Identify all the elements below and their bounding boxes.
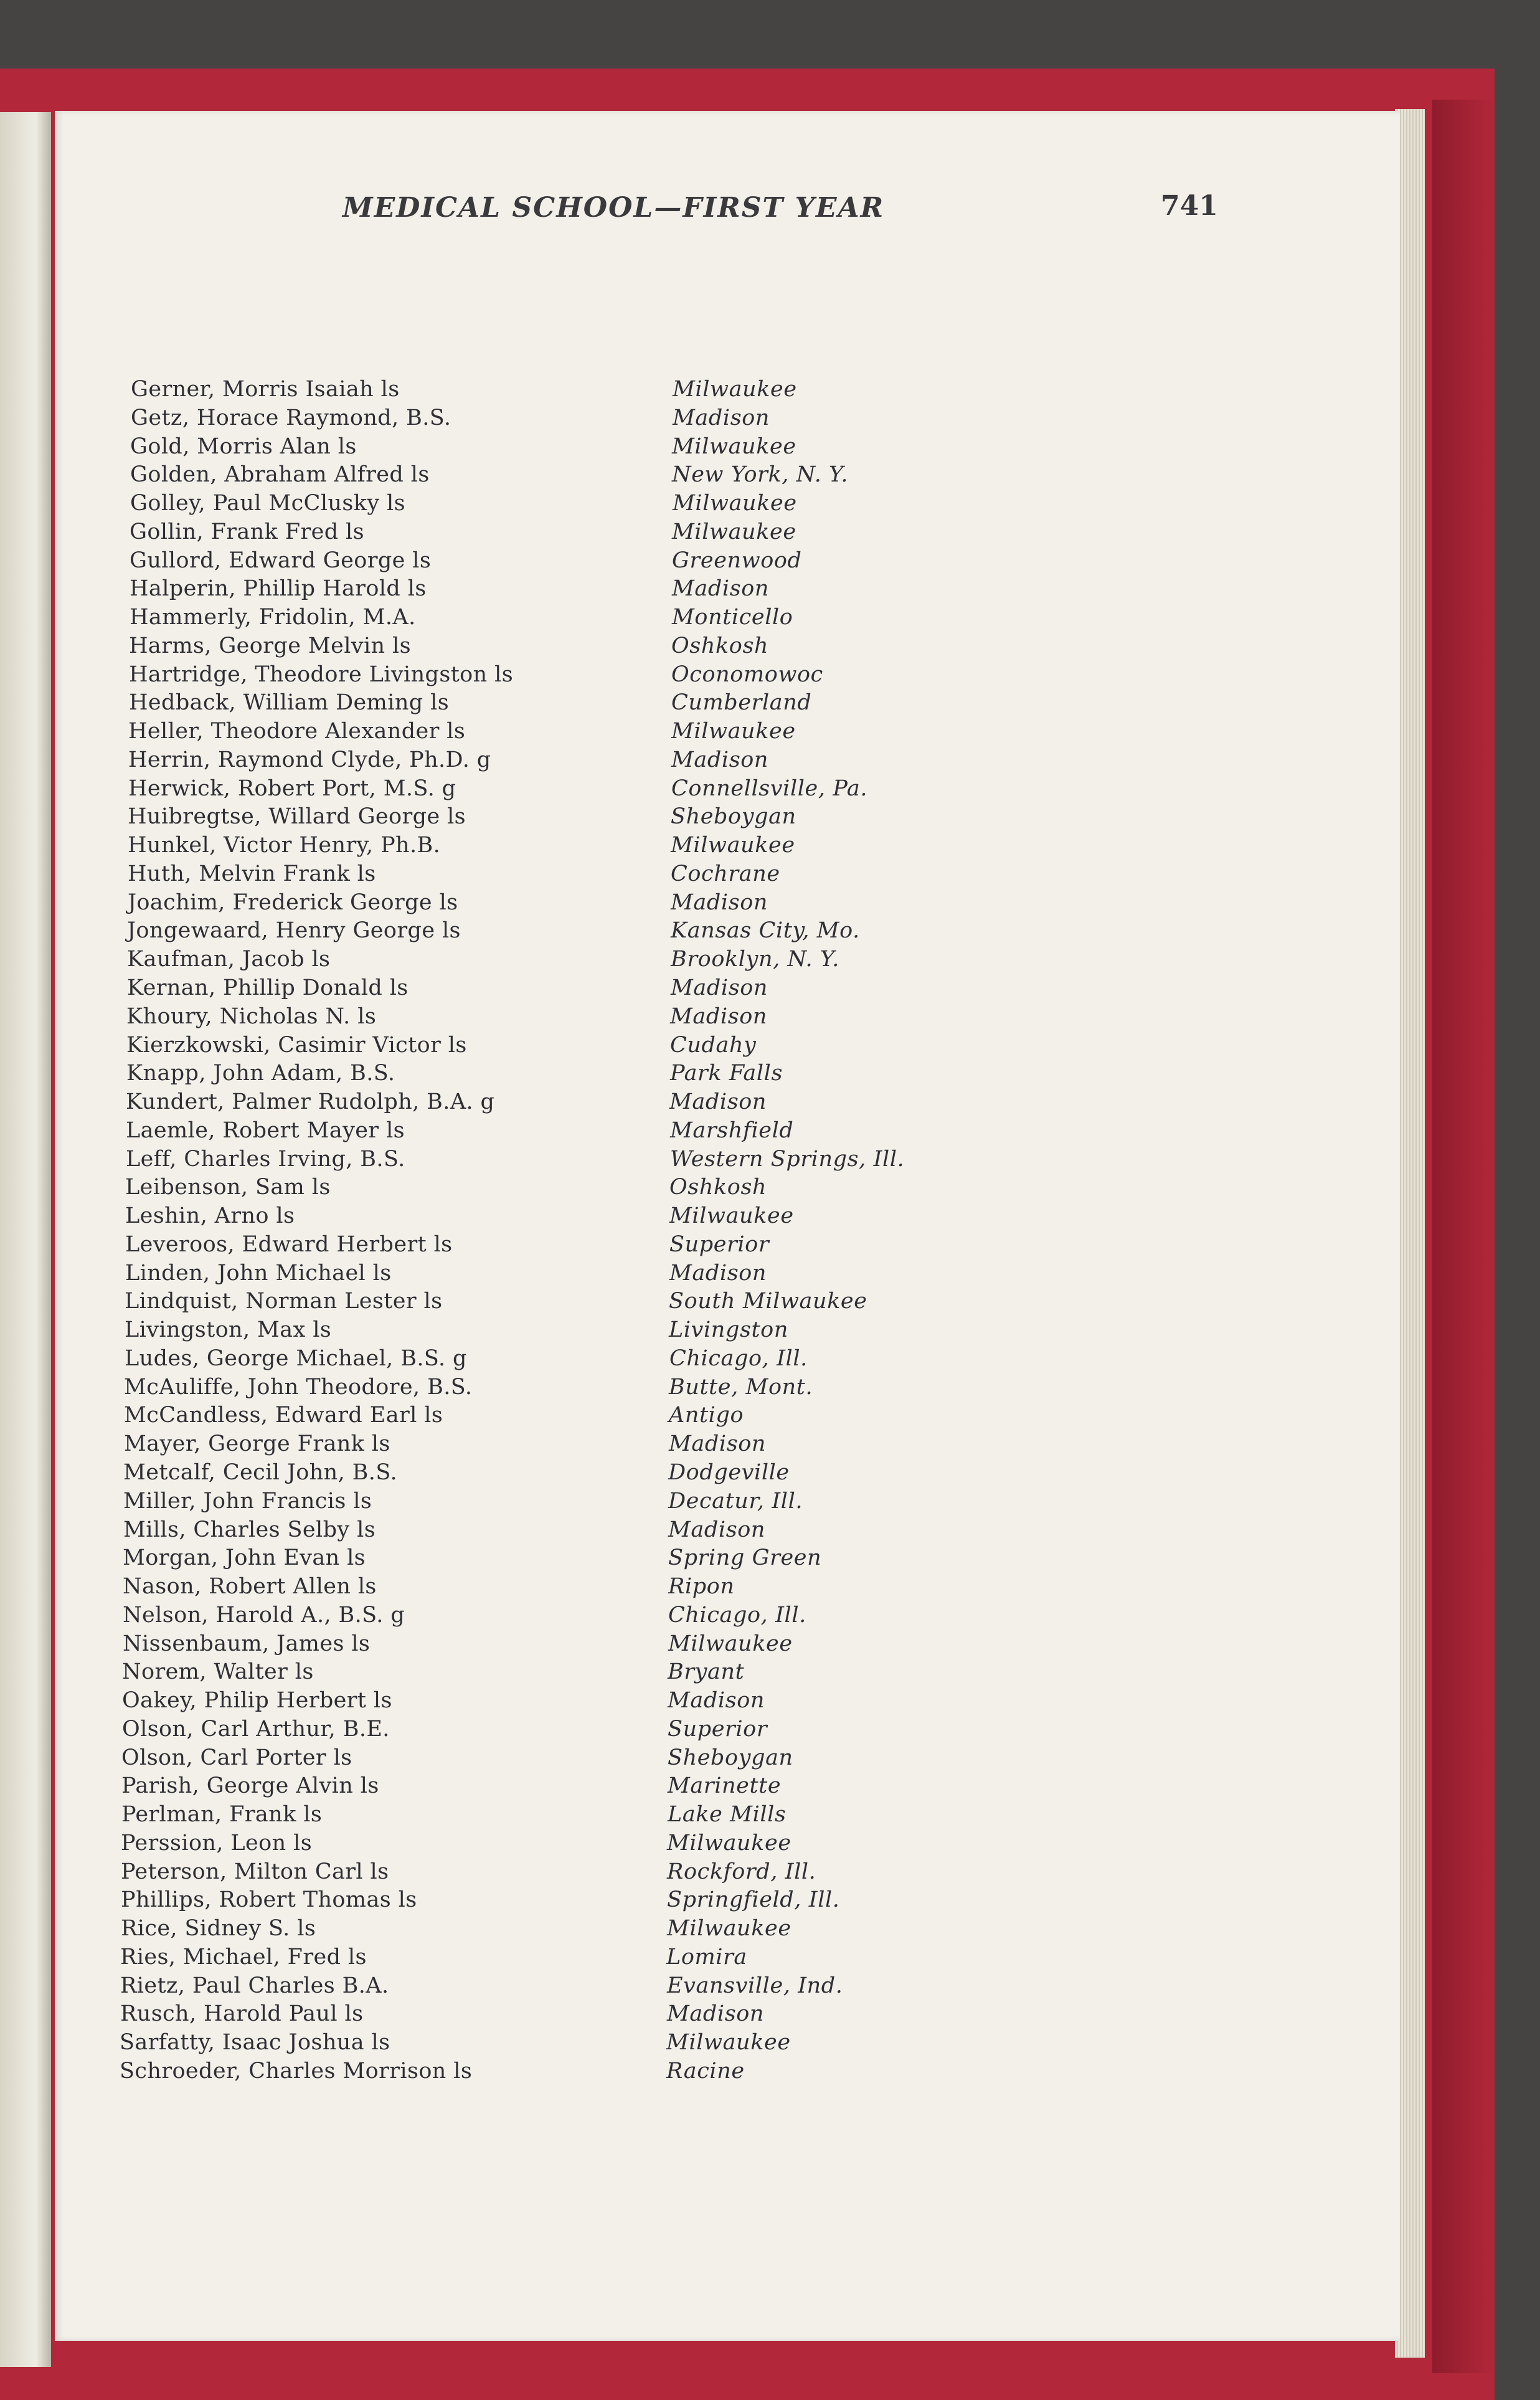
student-name: Nason, Robert Allen ls <box>123 1574 377 1599</box>
student-hometown: Madison <box>668 1517 766 1542</box>
list-item <box>121 1745 993 1774</box>
list-item <box>124 1375 996 1403</box>
page-number: 741 <box>1161 190 1218 222</box>
list-item <box>123 1631 994 1660</box>
student-hometown: New York, N. Y. <box>672 462 849 487</box>
student-name: Herrin, Raymond Clyde, Ph.D. g <box>128 747 491 772</box>
student-hometown: Rockford, Ill. <box>667 1859 816 1884</box>
list-item <box>120 2001 992 2030</box>
list-item <box>124 1403 996 1431</box>
student-name: Huth, Melvin Frank ls <box>128 861 376 886</box>
student-hometown: Madison <box>671 975 768 1000</box>
student-hometown: Dodgeville <box>668 1460 790 1485</box>
student-hometown: Monticello <box>672 605 793 630</box>
student-name: McAuliffe, John Theodore, B.S. <box>124 1375 473 1400</box>
list-item <box>130 462 1002 491</box>
student-hometown: Butte, Mont. <box>669 1375 813 1400</box>
list-item <box>122 1717 994 1745</box>
list-item <box>128 833 999 861</box>
student-hometown: Marshfield <box>670 1118 794 1143</box>
student-name: Laemle, Robert Mayer ls <box>126 1118 405 1143</box>
student-name: Gerner, Morris Isaiah ls <box>131 377 400 402</box>
list-item <box>130 491 1002 519</box>
student-name: Joachim, Frederick George ls <box>128 890 458 915</box>
student-name: Linden, John Michael ls <box>125 1261 392 1286</box>
student-hometown: Oshkosh <box>669 1175 767 1200</box>
student-hometown: Ripon <box>668 1574 735 1599</box>
student-name: Olson, Carl Arthur, B.E. <box>122 1717 390 1742</box>
student-name: Leibenson, Sam ls <box>125 1175 331 1200</box>
list-item <box>121 1773 993 1802</box>
student-name: Hedback, William Deming ls <box>129 690 450 715</box>
student-hometown: Milwaukee <box>666 2030 791 2055</box>
student-name: Kundert, Palmer Rudolph, B.A. g <box>126 1089 495 1114</box>
list-item <box>125 1346 996 1375</box>
list-item <box>121 1802 993 1831</box>
student-name: Huibregtse, Willard George ls <box>128 804 466 829</box>
list-item <box>123 1460 995 1489</box>
student-hometown: Milwaukee <box>673 377 797 402</box>
list-item <box>131 377 1003 406</box>
student-name: Morgan, John Evan ls <box>123 1545 366 1570</box>
list-item <box>129 662 1001 691</box>
list-item <box>126 1147 998 1175</box>
student-hometown: Madison <box>669 1431 767 1456</box>
student-hometown: Chicago, Ill. <box>668 1603 806 1628</box>
student-name: Livingston, Max ls <box>125 1317 332 1342</box>
student-hometown: Brooklyn, N. Y. <box>671 947 839 972</box>
student-hometown: Park Falls <box>670 1061 783 1086</box>
cover-shadow <box>1432 100 1495 2373</box>
student-name: Mills, Charles Selby ls <box>123 1517 376 1542</box>
list-item <box>130 576 1001 605</box>
student-name: Hammerly, Fridolin, M.A. <box>130 605 416 630</box>
student-name: Ries, Michael, Fred ls <box>120 1945 367 1970</box>
student-hometown: Lake Mills <box>668 1802 787 1827</box>
list-item <box>127 975 999 1004</box>
student-name: Leshin, Arno ls <box>125 1203 295 1228</box>
student-hometown: Milwaukee <box>669 1203 794 1228</box>
list-item <box>130 548 1001 577</box>
student-name: Perssion, Leon ls <box>121 1831 313 1856</box>
list-item <box>127 947 999 975</box>
student-hometown: Madison <box>671 890 768 915</box>
list-item <box>125 1175 997 1203</box>
student-name: Kaufman, Jacob ls <box>127 947 331 972</box>
student-hometown: Madison <box>669 1089 767 1114</box>
student-name: Golley, Paul McClusky ls <box>130 491 405 516</box>
list-item <box>121 1916 993 1945</box>
list-item <box>123 1517 995 1546</box>
list-item <box>123 1545 994 1574</box>
student-name: Kernan, Phillip Donald ls <box>127 975 409 1000</box>
list-item <box>130 605 1001 633</box>
list-item <box>126 1089 998 1118</box>
list-item <box>128 747 1000 776</box>
student-hometown: Sheboygan <box>668 1745 793 1770</box>
student-name: Halperin, Phillip Harold ls <box>130 576 427 601</box>
list-item <box>130 519 1001 548</box>
student-hometown: Madison <box>673 406 770 430</box>
list-item <box>120 2030 991 2059</box>
student-name: McCandless, Edward Earl ls <box>124 1403 443 1428</box>
student-hometown: Kansas City, Mo. <box>671 918 860 943</box>
student-hometown: Marinette <box>668 1773 782 1798</box>
student-hometown: Connellsville, Pa. <box>671 776 868 801</box>
student-hometown: Antigo <box>669 1403 744 1428</box>
student-name: Oakey, Philip Herbert ls <box>122 1688 392 1713</box>
student-name: Gullord, Edward George ls <box>130 548 432 573</box>
list-item <box>127 918 999 947</box>
student-hometown: Spring Green <box>668 1545 822 1570</box>
student-name: Khoury, Nicholas N. ls <box>126 1004 377 1029</box>
list-item <box>128 776 1000 805</box>
student-name: Leveroos, Edward Herbert ls <box>125 1232 453 1257</box>
student-name: Jongewaard, Henry George ls <box>127 918 461 943</box>
student-name: Peterson, Milton Carl ls <box>121 1859 389 1884</box>
student-hometown: Western Springs, Ill. <box>670 1147 905 1172</box>
list-item <box>126 1118 998 1147</box>
list-item <box>126 1004 998 1033</box>
student-name: Miller, John Francis ls <box>123 1489 372 1514</box>
student-name: Olson, Carl Porter ls <box>121 1745 352 1770</box>
list-item <box>120 1973 992 2002</box>
student-hometown: Madison <box>668 1688 765 1713</box>
student-name: Gold, Morris Alan ls <box>130 434 357 459</box>
list-item <box>125 1289 996 1317</box>
list-item <box>128 719 1000 747</box>
student-name: Herwick, Robert Port, M.S. g <box>128 776 456 801</box>
student-name: Metcalf, Cecil John, B.S. <box>123 1460 397 1485</box>
student-name: Schroeder, Charles Morrison ls <box>120 2059 473 2084</box>
student-name: Hunkel, Victor Henry, Ph.B. <box>128 833 441 858</box>
student-hometown: Oshkosh <box>671 633 769 658</box>
student-hometown: Milwaukee <box>671 719 796 744</box>
student-hometown: Milwaukee <box>672 519 796 544</box>
student-name: Ludes, George Michael, B.S. g <box>125 1346 467 1371</box>
list-item <box>123 1489 995 1517</box>
student-name: Hartridge, Theodore Livingston ls <box>129 662 514 687</box>
list-item <box>123 1603 994 1631</box>
list-item <box>128 890 999 919</box>
student-name: Sarfatty, Isaac Joshua ls <box>120 2030 390 2055</box>
student-hometown: Sheboygan <box>671 804 796 829</box>
student-hometown: Evansville, Ind. <box>667 1973 843 1998</box>
student-name: Nissenbaum, James ls <box>123 1631 371 1656</box>
student-hometown: Cumberland <box>671 690 812 715</box>
student-name: Getz, Horace Raymond, B.S. <box>131 406 451 430</box>
student-hometown: Madison <box>672 576 770 601</box>
list-item <box>129 633 1001 662</box>
student-hometown: Cudahy <box>670 1033 757 1058</box>
list-item <box>125 1317 996 1346</box>
student-hometown: Madison <box>670 1004 768 1029</box>
student-hometown: Madison <box>669 1261 767 1286</box>
student-hometown: Milwaukee <box>672 434 796 459</box>
list-item <box>125 1232 997 1261</box>
list-item <box>128 804 999 833</box>
list-item <box>126 1061 998 1089</box>
student-name: Parish, George Alvin ls <box>121 1773 379 1798</box>
list-item <box>120 2059 991 2087</box>
student-hometown: Racine <box>666 2059 745 2084</box>
student-name: Norem, Walter ls <box>122 1659 314 1684</box>
student-hometown: Milwaukee <box>673 491 797 516</box>
student-hometown: Bryant <box>668 1659 745 1684</box>
facing-page-edge <box>0 112 51 2367</box>
page-title: MEDICAL SCHOOL—FIRST YEAR <box>342 192 885 224</box>
list-item <box>126 1033 998 1061</box>
student-hometown: Lomira <box>666 1945 747 1970</box>
student-name: Nelson, Harold A., B.S. g <box>123 1603 405 1628</box>
student-hometown: Cochrane <box>671 861 780 886</box>
list-item <box>121 1859 993 1888</box>
student-hometown: Madison <box>671 747 769 772</box>
student-name: Phillips, Robert Thomas ls <box>121 1887 417 1912</box>
student-name: Kierzkowski, Casimir Victor ls <box>126 1033 467 1058</box>
list-item <box>122 1688 994 1717</box>
student-hometown: Superior <box>668 1717 768 1742</box>
student-hometown: Chicago, Ill. <box>669 1346 808 1371</box>
student-hometown: Madison <box>667 2001 765 2026</box>
student-name: Perlman, Frank ls <box>121 1802 323 1827</box>
student-name: Lindquist, Norman Lester ls <box>125 1289 443 1314</box>
list-item <box>123 1574 994 1603</box>
student-hometown: Milwaukee <box>668 1631 793 1656</box>
list-item <box>131 406 1003 434</box>
list-item <box>122 1659 994 1688</box>
student-name: Knapp, John Adam, B.S. <box>126 1061 395 1086</box>
list-item <box>120 1945 992 1973</box>
student-name: Gollin, Frank Fred ls <box>130 519 364 544</box>
list-item <box>128 861 999 890</box>
student-name: Rusch, Harold Paul ls <box>120 2001 364 2026</box>
list-item <box>121 1831 993 1859</box>
list-item <box>125 1261 997 1289</box>
student-hometown: Greenwood <box>672 548 802 573</box>
list-item <box>124 1431 996 1460</box>
student-hometown: Superior <box>669 1232 770 1257</box>
student-hometown: Livingston <box>669 1317 788 1342</box>
list-item <box>121 1887 993 1916</box>
student-hometown: Oconomowoc <box>671 662 823 687</box>
student-hometown: Springfield, Ill. <box>667 1887 840 1912</box>
student-name: Rice, Sidney S. ls <box>121 1916 316 1941</box>
student-name: Heller, Theodore Alexander ls <box>128 719 466 744</box>
list-item <box>129 690 1001 719</box>
student-hometown: Milwaukee <box>667 1831 791 1856</box>
student-hometown: South Milwaukee <box>669 1289 867 1314</box>
student-name: Mayer, George Frank ls <box>124 1431 390 1456</box>
student-hometown: Decatur, Ill. <box>668 1489 803 1514</box>
list-item <box>130 434 1002 463</box>
student-hometown: Milwaukee <box>671 833 795 858</box>
student-name: Leff, Charles Irving, B.S. <box>126 1147 405 1172</box>
student-name: Harms, George Melvin ls <box>129 633 411 658</box>
list-item <box>125 1203 997 1232</box>
student-name: Rietz, Paul Charles B.A. <box>120 1973 389 1998</box>
student-hometown: Milwaukee <box>667 1916 791 1941</box>
student-name: Golden, Abraham Alfred ls <box>130 462 430 487</box>
